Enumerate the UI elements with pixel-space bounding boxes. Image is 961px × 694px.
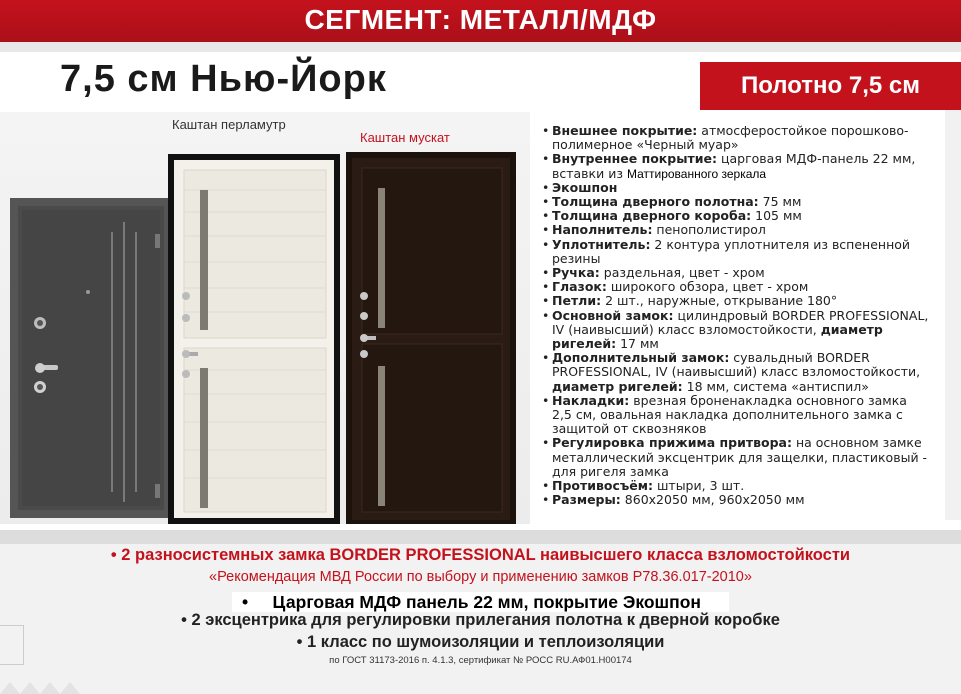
spec-item: • Толщина дверного короба: 105 мм bbox=[540, 209, 930, 223]
spec-item: • Внешнее покрытие: атмосферостойкое порошково-полимерное «Черный муар» bbox=[540, 124, 930, 152]
feature-panel-text: Царговая МДФ панель 22 мм, покрытие Экошпон bbox=[272, 592, 701, 612]
spec-item: • Толщина дверного полотна: 75 мм bbox=[540, 195, 930, 209]
spec-item: • Размеры: 860х2050 мм, 960х2050 мм bbox=[540, 493, 930, 507]
spec-item: • Наполнитель: пенополистирол bbox=[540, 223, 930, 237]
feature-recommendation: «Рекомендация МВД России по выбору и применению замков Р78.36.017-2010» bbox=[209, 569, 752, 585]
decor-box bbox=[0, 625, 24, 665]
segment-title: СЕГМЕНТ: МЕТАЛЛ/МДФ bbox=[304, 4, 657, 35]
door-interior-dark-icon bbox=[346, 152, 516, 524]
model-title: 7,5 см Нью-Йорк bbox=[60, 58, 387, 100]
spec-item: • Регулировка прижима притвора: на основном замке металлический эксцентрик для защелки, пластиковый - для ригеля замка bbox=[540, 436, 930, 479]
spec-item: • Внутреннее покрытие: царговая МДФ-панель 22 мм, вставки из Маттированного зеркала bbox=[540, 152, 930, 180]
feature-eccentrics: • 2 эксцентрика для регулировки прилегания полотна к дверной коробке bbox=[181, 611, 780, 629]
spec-item: • Ручка: раздельная, цвет - хром bbox=[540, 266, 930, 280]
door-interior-white-icon bbox=[168, 154, 340, 524]
spec-item: • Накладки: врезная броненакладка основного замка 2,5 см, овальная накладка дополнительного замка с защитой от сквозняков bbox=[540, 394, 930, 437]
doors-illustration bbox=[0, 112, 530, 524]
door-exterior-icon bbox=[10, 198, 172, 518]
spec-item: • Дополнительный замок: сувальдный BORDER PROFESSIONAL, IV (наивысший) класс взломостойкости, диаметр ригелей: 18 мм, система «антиспил» bbox=[540, 351, 930, 394]
doors-image bbox=[0, 112, 530, 524]
spec-item: • Противосъём: штыри, 3 шт. bbox=[540, 479, 930, 493]
bottom-divider bbox=[0, 530, 961, 544]
bullet: • bbox=[242, 592, 249, 612]
spec-list bbox=[540, 124, 930, 507]
feature-panel-strip bbox=[232, 592, 729, 612]
top-banner bbox=[0, 0, 961, 52]
spec-item: • Экошпон bbox=[540, 181, 930, 195]
door-label-perlamutr: Каштан перламутр bbox=[172, 117, 286, 132]
banner-stripe bbox=[0, 42, 961, 52]
feature-panel bbox=[0, 592, 961, 613]
feature-locks: • 2 разносистемных замка BORDER PROFESSIONAL наивысшего класса взломостойкости bbox=[110, 546, 851, 564]
feature-insulation: • 1 класс по шумоизоляции и теплоизоляции bbox=[296, 633, 665, 651]
certificate-note: по ГОСТ 31173-2016 п. 4.1.3, сертификат № РОСС RU.АФ01.Н00174 bbox=[329, 655, 632, 666]
spec-extra: Маттированного зеркала bbox=[626, 166, 767, 181]
spec-item: • Петли: 2 шт., наружные, открывание 180° bbox=[540, 294, 930, 308]
right-edge-strip bbox=[945, 110, 961, 520]
thickness-badge: Полотно 7,5 см bbox=[700, 62, 961, 110]
spec-item: • Основной замок: цилиндровый BORDER PROFESSIONAL, IV (наивысший) класс взломостойкости, диаметр ригелей: 17 мм bbox=[540, 309, 930, 352]
door-label-muskat: Каштан мускат bbox=[360, 130, 450, 145]
spec-item: • Глазок: широкого обзора, цвет - хром bbox=[540, 280, 930, 294]
decor-triangles bbox=[0, 674, 80, 694]
spec-item: • Уплотнитель: 2 контура уплотнителя из вспененной резины bbox=[540, 238, 930, 266]
